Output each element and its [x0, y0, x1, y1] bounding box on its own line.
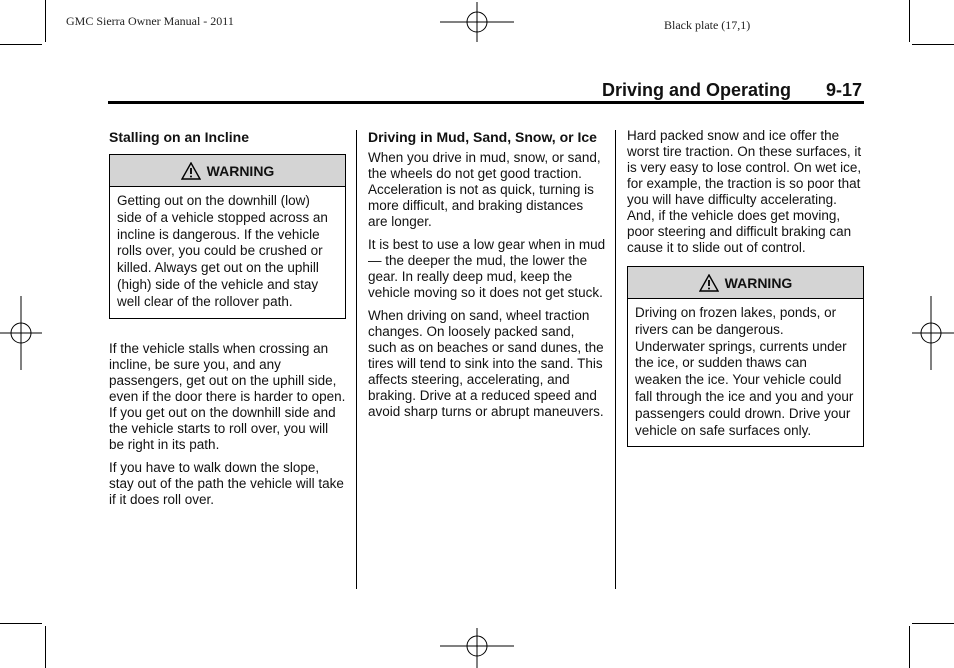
- crop-mark-tr-v: [909, 0, 910, 42]
- plate-label: Black plate (17,1): [664, 18, 751, 32]
- heading-mud-sand-snow-ice: Driving in Mud, Sand, Snow, or Ice: [368, 129, 597, 145]
- header-rule: [108, 101, 864, 104]
- column-3: [627, 128, 864, 461]
- warning-triangle-icon: [699, 274, 719, 292]
- page-number: 9-17: [826, 80, 863, 100]
- paragraph: It is best to use a low gear when in mud — the deeper the mud, the lower the gear. In really deep mud, keep the vehicle moving so it does not get stuck.: [368, 237, 606, 300]
- crop-mark-br-h: [912, 623, 954, 624]
- column-divider-1: [356, 130, 357, 589]
- section-title: Driving and Operating: [602, 80, 792, 100]
- registration-mark-top-icon: [440, 2, 514, 44]
- crop-mark-tr-h: [912, 44, 954, 45]
- paragraph: When driving on sand, wheel traction changes. On loosely packed sand, such as on beaches or sand dunes, the tires will tend to sink into the sand. This affects steering, accelerating, and braking. Drive at a reduced speed and avoid sharp turns or abrupt maneuvers.: [368, 308, 604, 419]
- warning-label: WARNING: [206, 162, 275, 179]
- crop-mark-bl-v: [45, 626, 46, 668]
- warning-text: Driving on frozen lakes, ponds, or rivers can be dangerous. Underwater springs, currents under the ice, or sudden thaws can weaken the ice. Your vehicle could fall through the ice and you and your passengers could drown. Drive your vehicle on safe surfaces only.: [635, 305, 854, 438]
- paragraph: If the vehicle stalls when crossing an incline, be sure you, and any passengers, get out on the uphill side, even if the door there is harder to open. If you get out on the downhill side and the vehicle starts to roll over, you will be right in its path.: [109, 340, 346, 452]
- paragraph: Hard packed snow and ice offer the worst tire traction. On these surfaces, it is very easy to lose control. On wet ice, for example, the traction is so poor that you will have difficulty accelerating. And, if the vehicle does get moving, poor steering and difficult braking can cause it to slide out of control.: [627, 128, 862, 255]
- warning-header: [628, 267, 863, 299]
- warning-box-frozen-lakes: [627, 266, 864, 447]
- warning-label: WARNING: [724, 274, 793, 291]
- registration-mark-right-icon: [912, 296, 954, 370]
- crop-mark-tl-h: [0, 44, 42, 45]
- crop-mark-br-v: [909, 626, 910, 668]
- warning-text: Getting out on the downhill (low) side of a vehicle stopped across an incline is dangerous. If the vehicle rolls over, you could be crushed or killed. Always get out on the uphill (high) side of the vehicle and stay well clear of the rollover path.: [117, 193, 328, 309]
- warning-box-incline: [109, 154, 346, 319]
- warning-triangle-icon: [181, 162, 201, 180]
- column-2: [368, 128, 606, 427]
- paragraph: When you drive in mud, snow, or sand, the wheels do not get good traction. Acceleration is not as quick, turning is more difficult, and braking distances are longer.: [368, 150, 601, 229]
- registration-mark-left-icon: [0, 296, 42, 370]
- manual-title: GMC Sierra Owner Manual - 2011: [66, 14, 234, 28]
- warning-header: [110, 155, 345, 187]
- paragraph: If you have to walk down the slope, stay out of the path the vehicle will take if it does roll over.: [109, 459, 344, 507]
- column-1: [109, 128, 346, 515]
- heading-stalling: Stalling on an Incline: [109, 129, 250, 145]
- crop-mark-bl-h: [0, 623, 42, 624]
- registration-mark-bottom-icon: [440, 626, 514, 668]
- crop-mark-tl-v: [45, 0, 46, 42]
- column-divider-2: [615, 130, 616, 589]
